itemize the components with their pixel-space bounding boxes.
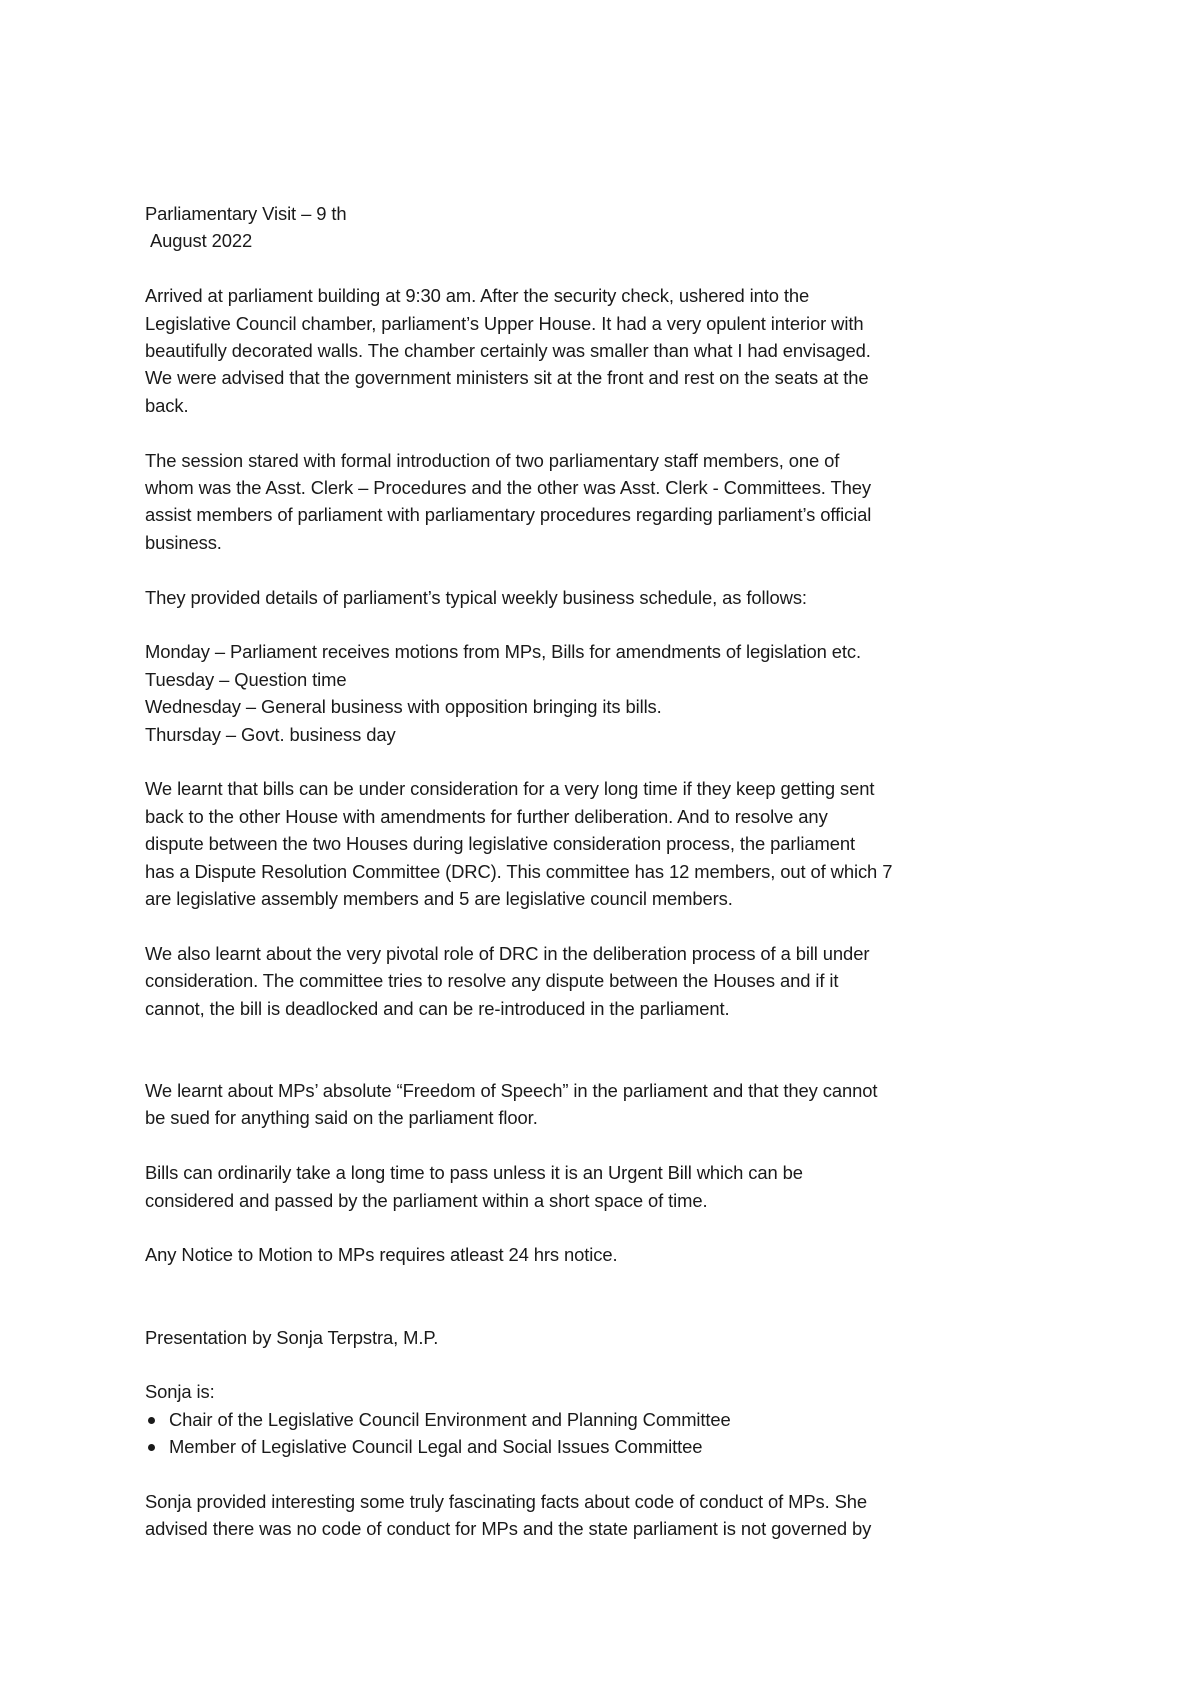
bullet-icon xyxy=(148,1444,155,1451)
text-line: whom was the Asst. Clerk – Procedures and the other was Asst. Clerk - Committees. They xyxy=(145,477,871,499)
text-line: Legislative Council chamber, parliament’s Upper House. It had a very opulent interior with xyxy=(145,312,864,334)
paragraph-presentation xyxy=(145,1324,995,1351)
list-item xyxy=(145,1433,995,1460)
paragraph-notice xyxy=(145,1241,995,1268)
text-line: The session stared with formal introduction of two parliamentary staff members, one of xyxy=(145,449,840,471)
bullet-icon xyxy=(148,1417,155,1424)
text-line: business. xyxy=(145,531,222,553)
text-line: has a Dispute Resolution Committee (DRC). This committee has 12 members, out of which 7 xyxy=(145,860,893,882)
text-line: back. xyxy=(145,394,189,416)
schedule-tuesday: Tuesday – Question time xyxy=(145,668,347,690)
list-item-text: Member of Legislative Council Legal and Social Issues Committee xyxy=(169,1436,703,1458)
text-line: They provided details of parliament’s typical weekly business schedule, as follows: xyxy=(145,586,807,608)
schedule-wednesday: Wednesday – General business with opposition bringing its bills. xyxy=(145,696,662,718)
schedule-thursday: Thursday – Govt. business day xyxy=(145,723,396,745)
text-line: We also learnt about the very pivotal role of DRC in the deliberation process of a bill under xyxy=(145,942,870,964)
text-line: dispute between the two Houses during legislative consideration process, the parliament xyxy=(145,833,855,855)
list-item xyxy=(145,1406,995,1433)
schedule-monday: Monday – Parliament receives motions from MPs, Bills for amendments of legislation etc. xyxy=(145,641,861,663)
text-line: cannot, the bill is deadlocked and can be re-introduced in the parliament. xyxy=(145,997,730,1019)
text-line: Arrived at parliament building at 9:30 am. After the security check, ushered into the xyxy=(145,285,810,307)
text-line: consideration. The committee tries to resolve any dispute between the Houses and if it xyxy=(145,970,839,992)
text-line: Sonja provided interesting some truly fascinating facts about code of conduct of MPs. She xyxy=(145,1490,868,1512)
sonja-roles-list xyxy=(145,1406,995,1461)
list-item-text: Chair of the Legislative Council Environment and Planning Committee xyxy=(169,1408,731,1430)
document-title-line-1: Parliamentary Visit – 9 th xyxy=(145,203,347,224)
text-line: assist members of parliament with parliamentary procedures regarding parliament’s official xyxy=(145,504,872,526)
paragraph-speech xyxy=(145,1077,995,1132)
text-line: beautifully decorated walls. The chamber certainly was smaller than what I had envisaged. xyxy=(145,340,871,362)
paragraph-sonja-is xyxy=(145,1378,995,1405)
paragraph-conduct xyxy=(145,1488,995,1543)
paragraph-schedule-intro xyxy=(145,584,995,611)
text-line: back to the other House with amendments for further deliberation. And to resolve any xyxy=(145,805,828,827)
document-body xyxy=(145,200,995,1543)
weekly-schedule xyxy=(145,638,995,748)
text-line: Sonja is: xyxy=(145,1381,215,1403)
text-line: Presentation by Sonja Terpstra, M.P. xyxy=(145,1326,439,1348)
paragraph-drc xyxy=(145,940,995,1022)
document-title-line-2: August 2022 xyxy=(150,230,253,252)
text-line: are legislative assembly members and 5 are legislative council members. xyxy=(145,888,733,910)
paragraph-session xyxy=(145,447,995,557)
paragraph-bills xyxy=(145,775,995,912)
text-line: We learnt that bills can be under consideration for a very long time if they keep getting sent xyxy=(145,778,875,800)
text-line: considered and passed by the parliament within a short space of time. xyxy=(145,1189,708,1211)
text-line: We learnt about MPs’ absolute “Freedom of Speech” in the parliament and that they cannot xyxy=(145,1079,878,1101)
text-line: Bills can ordinarily take a long time to pass unless it is an Urgent Bill which can be xyxy=(145,1162,803,1184)
text-line: We were advised that the government ministers sit at the front and rest on the seats at the xyxy=(145,367,869,389)
paragraph-arrival xyxy=(145,282,995,419)
paragraph-urgent xyxy=(145,1159,995,1214)
text-line: Any Notice to Motion to MPs requires atleast 24 hrs notice. xyxy=(145,1244,618,1266)
text-line: be sued for anything said on the parliament floor. xyxy=(145,1107,538,1129)
text-line: advised there was no code of conduct for MPs and the state parliament is not governed by xyxy=(145,1518,872,1540)
